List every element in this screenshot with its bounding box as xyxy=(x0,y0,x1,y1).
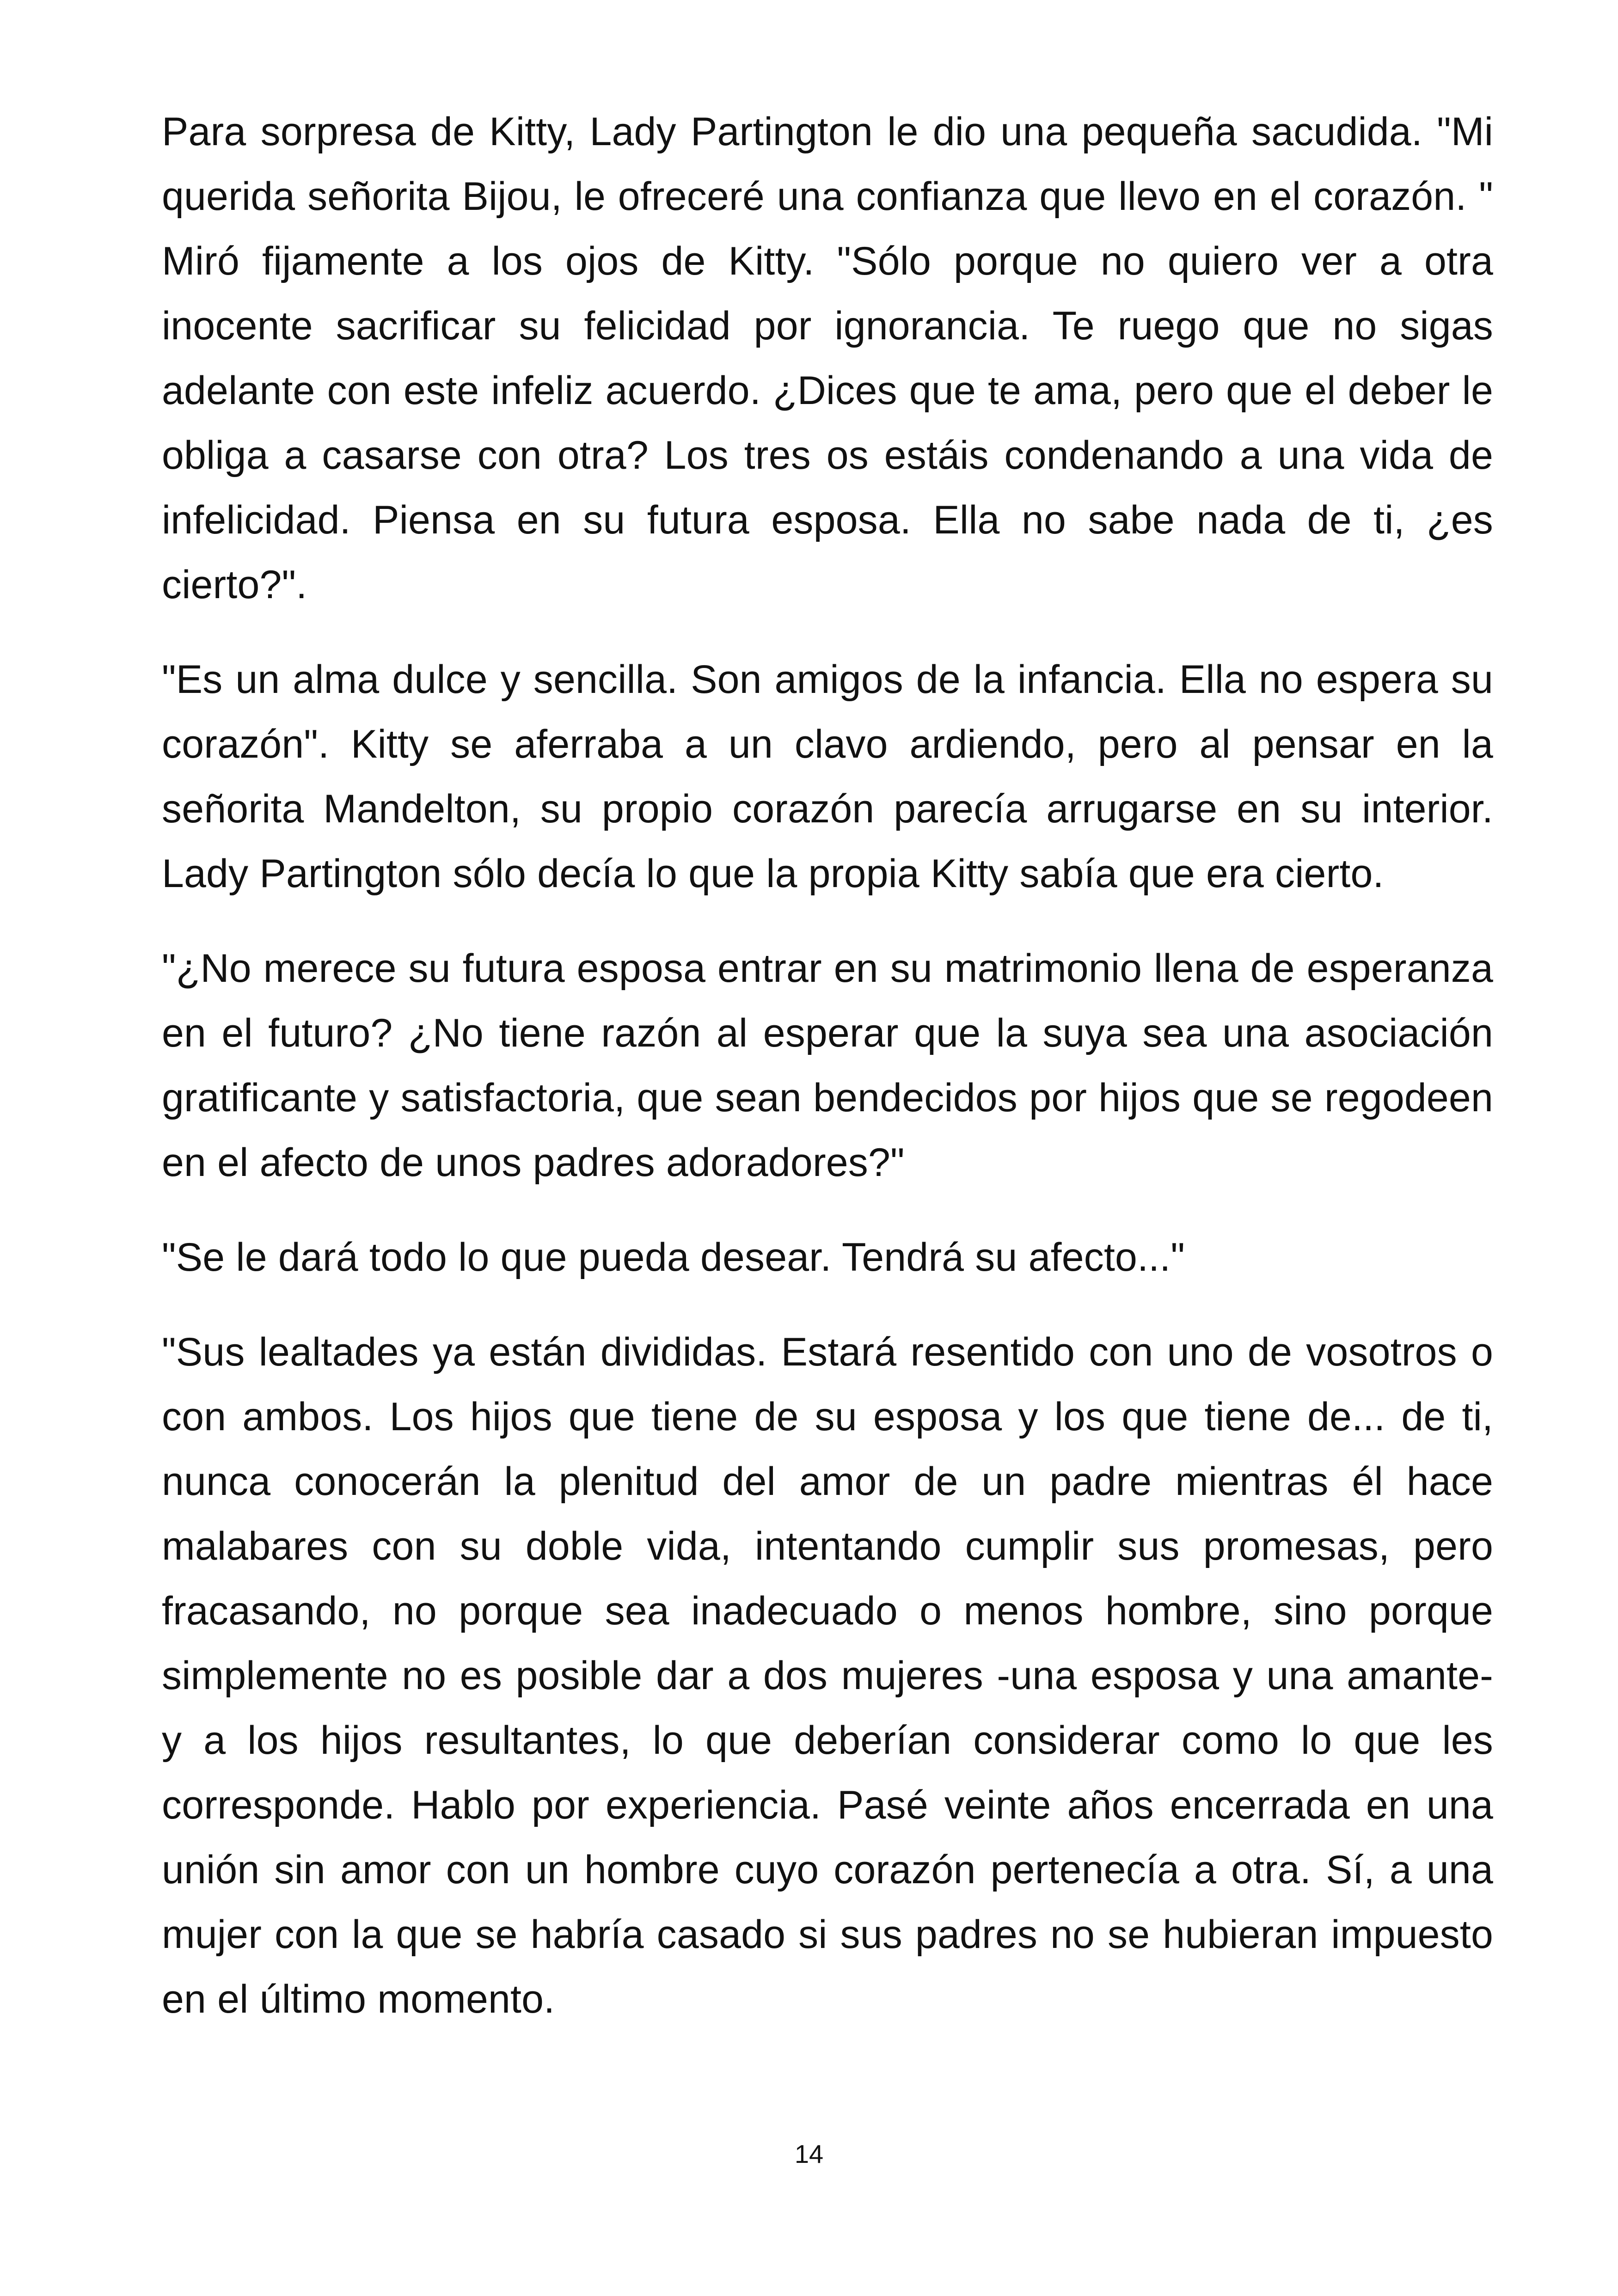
paragraph-3: "¿No merece su futura esposa entrar en su matrimonio llena de esperanza en el futuro? ¿No tiene razón al esperar que la suya sea una asociación gratificante y satisfactoria, que sean bendecidos por hijos que se regodeen en el afecto de unos padres adoradores?" xyxy=(162,946,1493,1185)
paragraph-1: Para sorpresa de Kitty, Lady Partington le dio una pequeña sacudida. "Mi querida señorita Bijou, le ofreceré una confianza que llevo en el corazón. " Miró fijamente a los ojos de Kitty. "Sólo porque no quiero ver a otra inocente sacrificar su felicidad por ignorancia. Te ruego que no sigas adelante con este infeliz acuerdo. ¿Dices que te ama, pero que el deber le obliga a casarse con otra? Los tres os estáis condenando a una vida de infelicidad. Piensa en su futura esposa. Ella no sabe nada de ti, ¿es cierto?". xyxy=(162,110,1493,607)
paragraph-4: "Se le dará todo lo que pueda desear. Tendrá su afecto..." xyxy=(162,1235,1185,1280)
page-number: 14 xyxy=(794,2139,824,2168)
document-page xyxy=(162,99,1493,2062)
paragraph-2: "Es un alma dulce y sencilla. Son amigos de la infancia. Ella no espera su corazón". Kitty se aferraba a un clavo ardiendo, pero al pensar en la señorita Mandelton, su propio corazón parecía arrugarse en su interior. Lady Partington sólo decía lo que la propia Kitty sabía que era cierto. xyxy=(162,657,1493,896)
paragraph-5: "Sus lealtades ya están divididas. Estará resentido con uno de vosotros o con ambos. Los hijos que tiene de su esposa y los que tiene de... de ti, nunca conocerán la plenitud del amor de un padre mientras él hace malabares con su doble vida, intentando cumplir sus promesas, pero fracasando, no porque sea inadecuado o menos hombre, sino porque simplemente no es posible dar a dos mujeres -una esposa y una amante- y a los hijos resultantes, lo que deberían considerar como lo que les corresponde. Hablo por experiencia. Pasé veinte años encerrada en una unión sin amor con un hombre cuyo corazón pertenecía a otra. Sí, a una mujer con la que se habría casado si sus padres no se hubieran impuesto en el último momento. xyxy=(162,1330,1493,2021)
